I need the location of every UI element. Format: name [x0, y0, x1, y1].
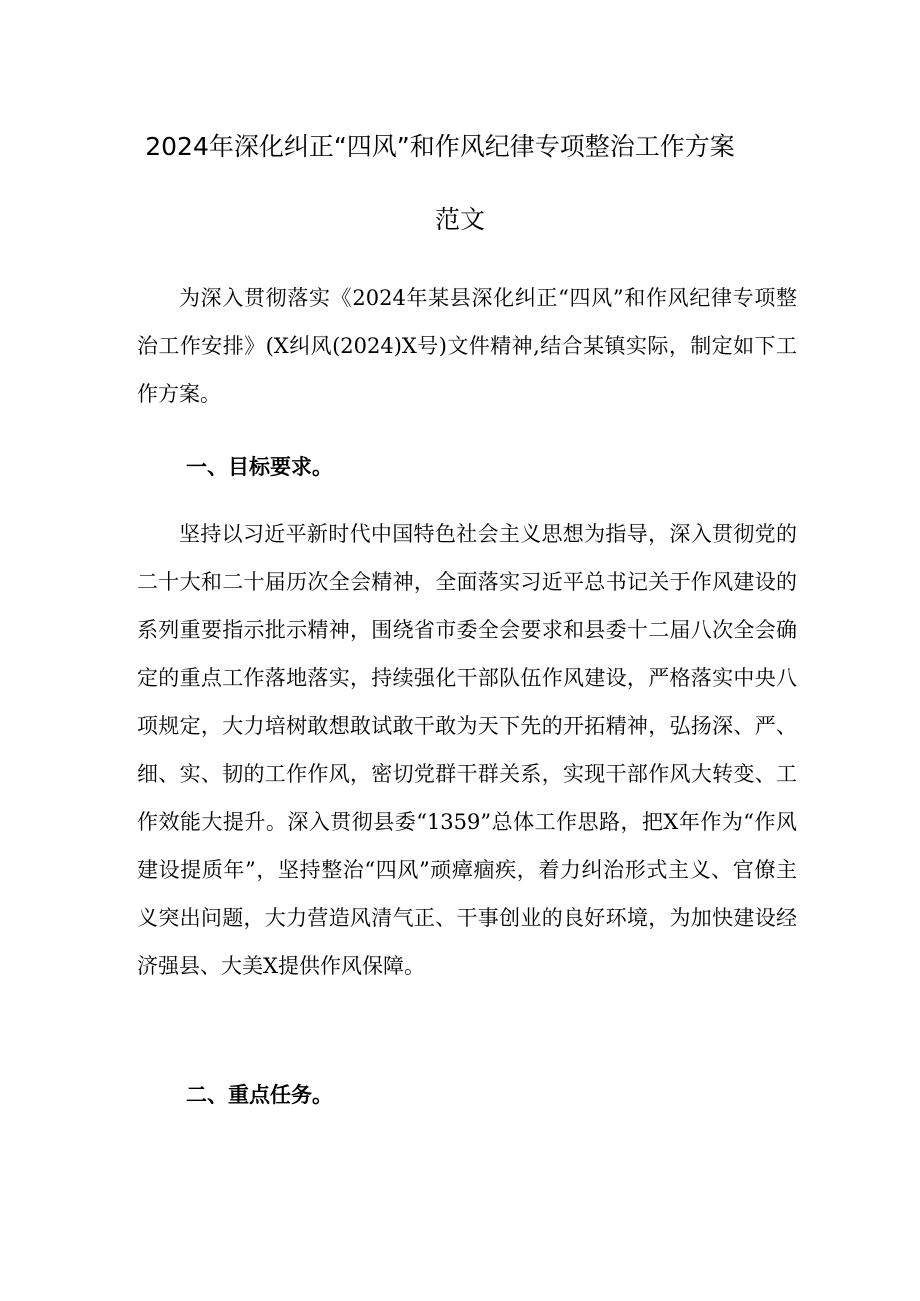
section-heading-key-tasks: 二、重点任务。 [186, 1083, 333, 1107]
section-heading-goals: 一、目标要求。 [186, 455, 333, 479]
goals-paragraph: 坚持以习近平新时代中国特色社会主义思想为指导，深入贯彻党的二十大和二十届历次全会精神，全面落实习近平总书记关于作风建设的系列重要指示批示精神，围绕省市委全会要求和县委十二届八次全会确定的重点工作落地落实，持续强化干部队伍作风建设，严格落实中央八项规定，大力培树敢想敢试敢干敢为天下先的开拓精神，弘扬深、严、细、实、韧的工作作风，密切党群干群关系，实现干部作风大转变、工作效能大提升。深入贯彻县委“1359”总体工作思路，把X年作为“作风建设提质年”，坚持整治“四风”顽瘴痼疾，着力纠治形式主义、官僚主义突出问题，大力营造风清气正、干事创业的良好环境，为加快建设经济强县、大美X提供作风保障。 [137, 522, 797, 978]
document-title-continuation: 范文 [434, 205, 485, 234]
intro-paragraph: 为深入贯彻落实《2024年某县深化纠正“四风”和作风纪律专项整治工作安排》(X纠风(2024)X号)文件精神,结合某镇实际，制定如下工作方案。 [137, 286, 797, 406]
document-title: 2024年深化纠正“四风”和作风纪律专项整治工作方案 [145, 132, 735, 161]
